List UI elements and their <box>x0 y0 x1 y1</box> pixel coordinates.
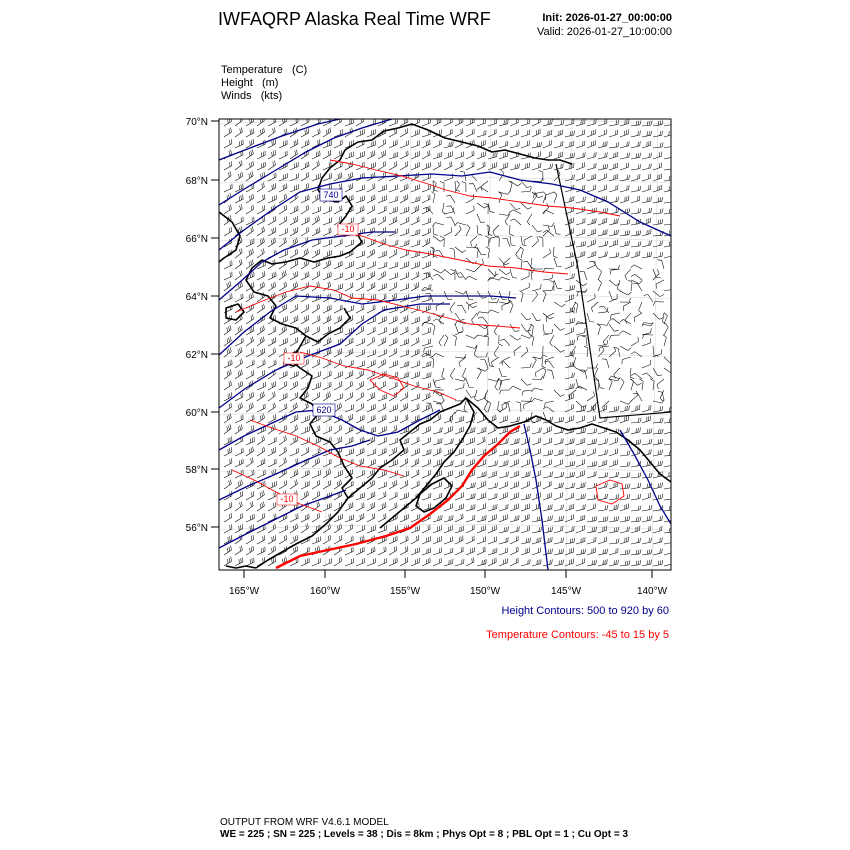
lon-label: 165°W <box>228 586 260 597</box>
variable-unit: (m) <box>261 77 279 89</box>
height-label-text: 740 <box>323 190 339 200</box>
valid-time: Valid: 2026-01-27_10:00:00 <box>537 26 672 38</box>
variable-name: Temperature <box>221 64 283 76</box>
lat-label: 70°N <box>185 117 208 128</box>
height-contour-label-620 <box>313 404 335 416</box>
temp-label-text: -10 <box>280 494 294 504</box>
lon-label: 160°W <box>309 586 341 597</box>
lon-label: 150°W <box>469 586 501 597</box>
longitude-axis <box>229 570 668 597</box>
temp-contour-label-c <box>277 494 297 505</box>
lon-label: 140°W <box>636 586 668 597</box>
height-label-text: 620 <box>316 405 332 415</box>
lon-label: 155°W <box>389 586 421 597</box>
variable-name: Height <box>221 77 253 89</box>
lat-label: 62°N <box>185 350 208 361</box>
temp-label-text: -10 <box>341 224 355 234</box>
temp-label-text: -10 <box>287 353 301 363</box>
lat-label: 58°N <box>185 465 208 476</box>
plot-title: IWFAQRP Alaska Real Time WRF <box>218 9 491 29</box>
lat-label: 64°N <box>185 292 208 303</box>
model-output-line: OUTPUT FROM WRF V4.6.1 MODEL <box>220 817 389 828</box>
lat-label: 56°N <box>185 523 208 534</box>
lat-label: 60°N <box>185 408 208 419</box>
temperature-contours-legend: Temperature Contours: -45 to 15 by 5 <box>486 629 669 641</box>
lat-label: 68°N <box>185 176 208 187</box>
height-contours-legend: Height Contours: 500 to 920 by 60 <box>501 605 669 617</box>
lat-label: 66°N <box>185 234 208 245</box>
latitude-axis <box>186 117 219 534</box>
temp-contour-label-b <box>284 353 304 364</box>
init-time: Init: 2026-01-27_00:00:00 <box>542 12 672 24</box>
aleutian-chain <box>226 566 256 568</box>
variable-name: Winds <box>221 90 252 102</box>
temp-contour-label-a <box>338 224 358 235</box>
lon-label: 145°W <box>550 586 582 597</box>
variable-unit: (kts) <box>260 90 283 102</box>
variable-unit: (C) <box>291 64 308 76</box>
height-contour-label-740 <box>320 189 342 201</box>
model-config-line: WE = 225 ; SN = 225 ; Levels = 38 ; Dis = 8km ; Phys Opt = 8 ; PBL Opt = 1 ; Cu Opt = 3 <box>220 829 629 840</box>
